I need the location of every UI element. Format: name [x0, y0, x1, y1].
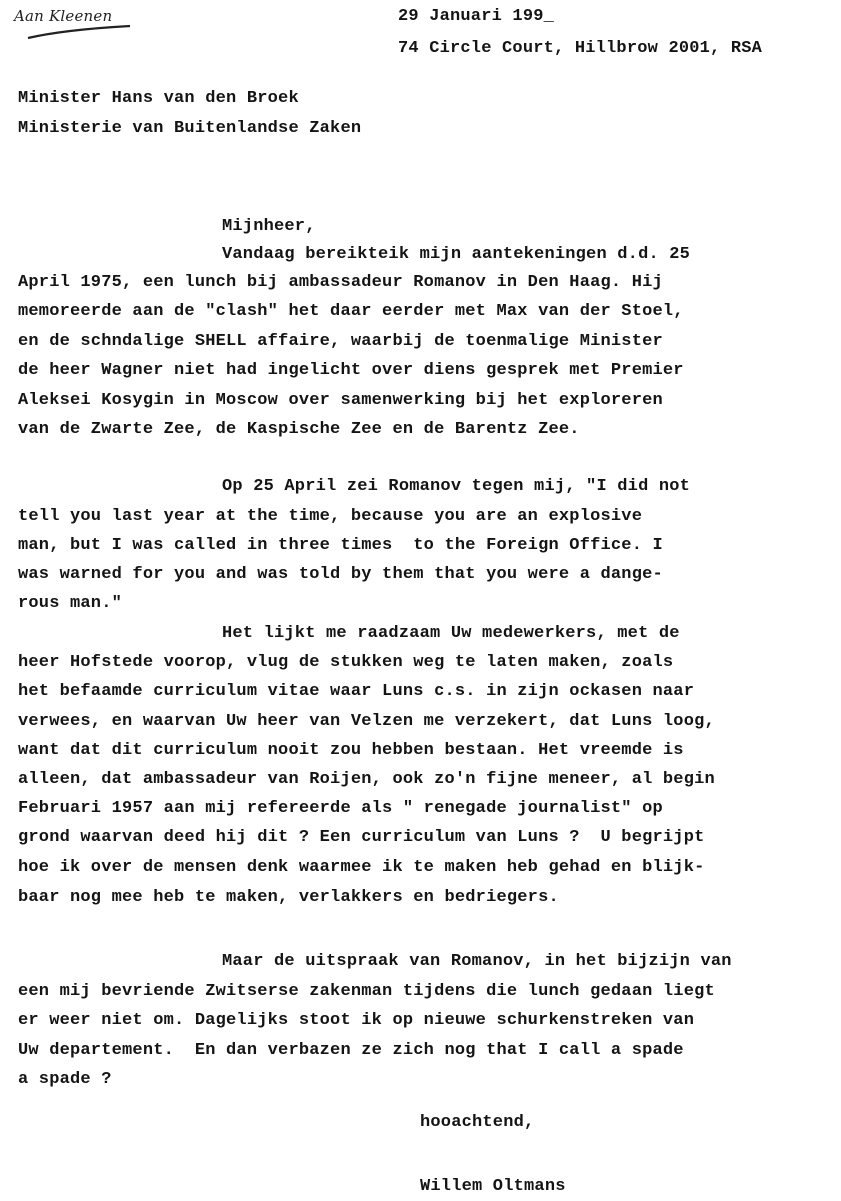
paragraph-line: en de schndalige SHELL affaire, waarbij de toenmalige Minister [18, 332, 663, 351]
paragraph-line: hoe ik over de mensen denk waarmee ik te maken heb gehad en blijk- [18, 858, 705, 877]
paragraph-line: een mij bevriende Zwitserse zakenman tijdens die lunch gedaan liegt [18, 982, 715, 1001]
paragraph-line: memoreerde aan de "clash" het daar eerder met Max van der Stoel, [18, 302, 684, 321]
paragraph-line: Februari 1957 aan mij refereerde als " renegade journalist" op [18, 799, 663, 818]
paragraph-line: Op 25 April zei Romanov tegen mij, "I did not [222, 477, 691, 496]
letter-date: 29 Januari 199_ [398, 7, 555, 26]
sender-address: 74 Circle Court, Hillbrow 2001, RSA [398, 39, 763, 58]
handwritten-annotation: Aan Kleenen [14, 7, 113, 25]
paragraph-line: Vandaag bereikteik mijn aantekeningen d.d. 25 [222, 245, 691, 264]
recipient-name: Minister Hans van den Broek [18, 89, 299, 108]
paragraph-line: rous man." [18, 594, 123, 613]
paragraph-line: alleen, dat ambassadeur van Roijen, ook zo'n fijne meneer, al begin [18, 770, 715, 789]
paragraph-line: grond waarvan deed hij dit ? Een curriculum van Luns ? U begrijpt [18, 828, 705, 847]
paragraph-line: Het lijkt me raadzaam Uw medewerkers, met de [222, 624, 680, 643]
handwritten-underline-mark [14, 24, 134, 44]
paragraph-line: man, but I was called in three times to the Foreign Office. I [18, 536, 663, 555]
paragraph-line: April 1975, een lunch bij ambassadeur Romanov in Den Haag. Hij [18, 273, 663, 292]
paragraph-line: a spade ? [18, 1070, 112, 1089]
recipient-organization: Ministerie van Buitenlandse Zaken [18, 119, 362, 138]
paragraph-line: Uw departement. En dan verbazen ze zich nog that I call a spade [18, 1041, 684, 1060]
paragraph-line: verwees, en waarvan Uw heer van Velzen me verzekert, dat Luns loog, [18, 712, 715, 731]
paragraph-line: Maar de uitspraak van Romanov, in het bijzijn van [222, 952, 732, 971]
paragraph-line: de heer Wagner niet had ingelicht over diens gesprek met Premier [18, 361, 684, 380]
paragraph-line: er weer niet om. Dagelijks stoot ik op nieuwe schurkenstreken van [18, 1011, 695, 1030]
paragraph-line: tell you last year at the time, because you are an explosive [18, 507, 643, 526]
paragraph-line: want dat dit curriculum nooit zou hebben bestaan. Het vreemde is [18, 741, 684, 760]
paragraph-line: heer Hofstede voorop, vlug de stukken weg te laten maken, zoals [18, 653, 674, 672]
paragraph-line: baar nog mee heb te maken, verlakkers en bedriegers. [18, 888, 559, 907]
paragraph-line: was warned for you and was told by them that you were a dange- [18, 565, 663, 584]
paragraph-line: Aleksei Kosygin in Moscow over samenwerking bij het exploreren [18, 391, 663, 410]
closing: hooachtend, [420, 1113, 535, 1132]
signature-name: Willem Oltmans [420, 1177, 566, 1196]
paragraph-line: het befaamde curriculum vitae waar Luns c.s. in zijn ockasen naar [18, 682, 695, 701]
paragraph-line: van de Zwarte Zee, de Kaspische Zee en de Barentz Zee. [18, 420, 580, 439]
salutation: Mijnheer, [222, 217, 316, 236]
